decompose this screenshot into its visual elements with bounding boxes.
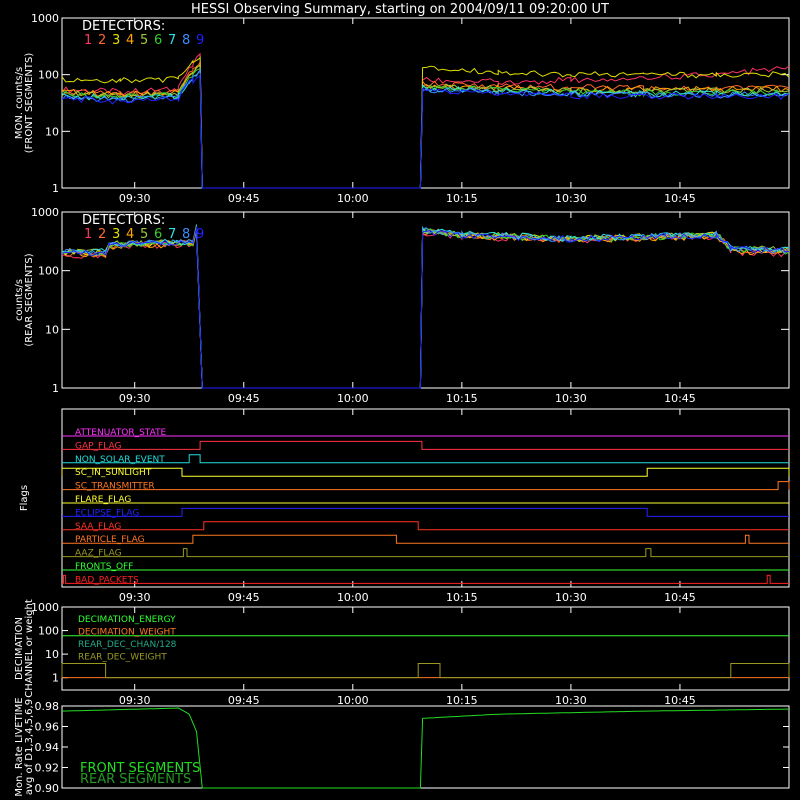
y-tick-label: 0.96 [34, 720, 59, 734]
series-line-detector-6 [62, 69, 789, 188]
legend-detector-9: 9 [196, 33, 205, 48]
flag-label-fronts_off: FRONTS_OFF [75, 562, 134, 572]
flag-line-eclipse_flag [62, 508, 789, 519]
series-lines [62, 225, 789, 389]
flag-label-aaz_flag: AAZ_FLAG [75, 548, 122, 559]
series-line-detector-9 [62, 226, 789, 388]
y-tick-label: 10 [45, 323, 59, 337]
x-tick-label: 10:30 [555, 192, 587, 205]
x-tick-label: 10:15 [445, 591, 478, 604]
legend-detector-7: 7 [168, 33, 177, 48]
y-axis-label-line: MON. counts/s [14, 66, 25, 140]
series-lines [62, 54, 789, 188]
flag-line-sc_in_sunlight [62, 468, 789, 479]
series-line-rear-dec-weight [62, 664, 789, 678]
series-line-detector-1 [62, 230, 789, 388]
flag-label-saa_flag: SAA_FLAG [75, 521, 122, 532]
y-tick-label: 1 [52, 182, 59, 195]
x-tick-label: 10:15 [445, 392, 478, 405]
series-line-detector-5 [62, 65, 789, 188]
legend-detector-6: 6 [154, 227, 163, 242]
flag-label-non_solar_event: NON_SOLAR_EVENT [75, 454, 165, 465]
legend-detector-4: 4 [126, 227, 135, 242]
y-tick-label: 0.98 [34, 700, 59, 713]
y-axis-label-line: Mon. Rate LIVETIME [14, 697, 25, 797]
x-tick-label: 10:15 [445, 694, 478, 707]
x-tick-label: 10:45 [664, 192, 696, 205]
series-line-detector-2 [62, 62, 789, 188]
y-axis-label-line: counts/s [14, 278, 25, 322]
y-tick-label: 100 [38, 624, 59, 638]
x-tick-label: 09:45 [227, 591, 260, 604]
y-axis-label-line: (FRONT SEGMENTS) [24, 52, 35, 154]
legend-detector-9: 9 [196, 227, 205, 242]
y-tick-label: 10 [45, 648, 59, 662]
flag-label-bad_packets: BAD_PACKETS [75, 575, 139, 586]
series-line-detector-7 [62, 70, 789, 189]
y-axis-label-line: CHANNEL or weight [24, 599, 35, 698]
y-tick-label: 0.92 [34, 761, 59, 775]
legend-title: DETECTORS: [82, 19, 166, 34]
y-axis-label [19, 485, 30, 511]
flag-line-sc_transmitter [62, 482, 789, 490]
y-tick-label: 1000 [31, 12, 59, 25]
flag-line-non_solar_event [62, 455, 789, 463]
series-line-detector-6 [62, 227, 789, 388]
legend-entry: DECIMATION_ENERGY [78, 615, 176, 625]
panel-decimation [14, 599, 789, 707]
legend-detector-6: 6 [154, 33, 163, 48]
legend-detector-3: 3 [112, 227, 121, 242]
x-tick-label: 09:45 [227, 392, 260, 405]
y-tick-label: 1000 [31, 601, 59, 614]
legend-detector-4: 4 [126, 33, 135, 48]
legend-detector-7: 7 [168, 227, 177, 242]
series-line-detector-7 [62, 225, 789, 389]
x-tick-label: 10:00 [336, 694, 369, 707]
flag-label-attenuator_state: ATTENUATOR_STATE [75, 428, 167, 438]
x-tick-label: 10:30 [555, 392, 587, 405]
legend-detector-8: 8 [182, 33, 191, 48]
y-tick-label: 0.94 [34, 741, 59, 754]
legend-detector-2: 2 [98, 227, 107, 242]
x-tick-labels [119, 607, 696, 707]
y-axis-label-line: DECIMATION [14, 616, 25, 681]
legend-detector-3: 3 [112, 33, 121, 48]
y-tick-label: 100 [38, 68, 59, 82]
legend-detector-1: 1 [84, 227, 93, 242]
y-tick-label: 10 [45, 125, 59, 139]
x-tick-label: 10:45 [664, 694, 696, 707]
flag-line-aaz_flag [62, 549, 789, 557]
livetime-legend [80, 761, 200, 787]
legend-detector-2: 2 [98, 33, 107, 48]
x-tick-label: 10:45 [664, 392, 696, 405]
detector-legend [82, 19, 204, 48]
x-tick-label: 09:45 [227, 694, 260, 707]
y-axis-label [14, 599, 35, 698]
x-tick-labels [119, 409, 696, 604]
x-tick-label: 09:30 [118, 694, 151, 707]
legend-entry: REAR SEGMENTS [80, 772, 192, 787]
flag-label-sc_transmitter: SC_TRANSMITTER [75, 481, 155, 492]
x-tick-label: 09:30 [118, 591, 151, 604]
detector-legend [82, 213, 204, 242]
legend-detector-5: 5 [140, 33, 149, 48]
y-tick-label: 1 [52, 671, 59, 685]
y-tick-label: 1 [52, 382, 59, 395]
y-axis-label-line: Flags [19, 484, 30, 512]
y-axis-label [14, 53, 35, 154]
y-tick-label: 100 [38, 264, 59, 278]
legend-entry: REAR_DEC_WEIGHT [78, 652, 167, 663]
series-line-detector-4 [62, 63, 789, 188]
flag-label-eclipse_flag: ECLIPSE_FLAG [75, 508, 140, 519]
x-tick-label: 10:45 [664, 591, 696, 604]
panel-front-segments [14, 12, 789, 205]
series-line-detector-8 [62, 227, 789, 388]
flag-label-flare_flag: FLARE_FLAG [75, 495, 132, 505]
legend-entry: FRONT SEGMENTS [80, 761, 201, 776]
panel-livetime [14, 697, 789, 796]
y-axis-label-line: (REAR SEGMENTS) [24, 253, 35, 347]
legend-entry: DECIMATION_WEIGHT [78, 627, 176, 638]
y-tick-label: 0.90 [34, 782, 59, 795]
series-line-detector-4 [62, 228, 789, 388]
flag-label-particle_flag: PARTICLE_FLAG [75, 535, 145, 546]
x-tick-label: 10:00 [336, 392, 369, 405]
panel-rear-segments [14, 206, 789, 405]
flag-line-particle_flag [62, 535, 789, 546]
x-tick-label: 09:30 [118, 192, 151, 205]
flag-label-gap_flag: GAP_FLAG [75, 441, 122, 452]
panel-flags [19, 409, 789, 604]
x-tick-labels [119, 212, 696, 405]
x-tick-label: 09:45 [227, 192, 260, 205]
x-tick-label: 10:30 [555, 694, 587, 707]
series-line-detector-5 [62, 225, 789, 388]
series-line-detector-2 [62, 229, 789, 388]
figure-title: HESSI Observing Summary, starting on 2004/09/11 09:20:00 UT [191, 2, 609, 17]
y-axis-label [14, 253, 35, 346]
legend-detector-5: 5 [140, 227, 149, 242]
y-axis-label-line: avg of D1,3,4,5,6,9 [24, 698, 35, 796]
x-tick-labels [119, 18, 696, 205]
legend-title: DETECTORS: [82, 213, 166, 228]
legend-entry: REAR_DEC_CHAN/128 [78, 640, 177, 650]
series-line-detector-1 [62, 54, 789, 188]
x-tick-label: 10:30 [555, 591, 587, 604]
decimation-legend [78, 615, 177, 663]
legend-detector-1: 1 [84, 33, 93, 48]
x-tick-label: 10:00 [336, 591, 369, 604]
x-tick-label: 09:30 [118, 392, 151, 405]
flag-line-saa_flag [62, 522, 789, 530]
flag-lines [62, 428, 789, 585]
series-line-detector-3 [62, 227, 789, 388]
x-tick-label: 10:15 [445, 192, 478, 205]
series-line-detector-3 [62, 56, 789, 188]
flag-label-sc_in_sunlight: SC_IN_SUNLIGHT [75, 468, 152, 479]
y-tick-label: 1000 [31, 206, 59, 219]
x-tick-label: 10:00 [336, 192, 369, 205]
legend-detector-8: 8 [182, 227, 191, 242]
y-axis-label [14, 697, 35, 796]
flag-line-gap_flag [62, 441, 789, 452]
